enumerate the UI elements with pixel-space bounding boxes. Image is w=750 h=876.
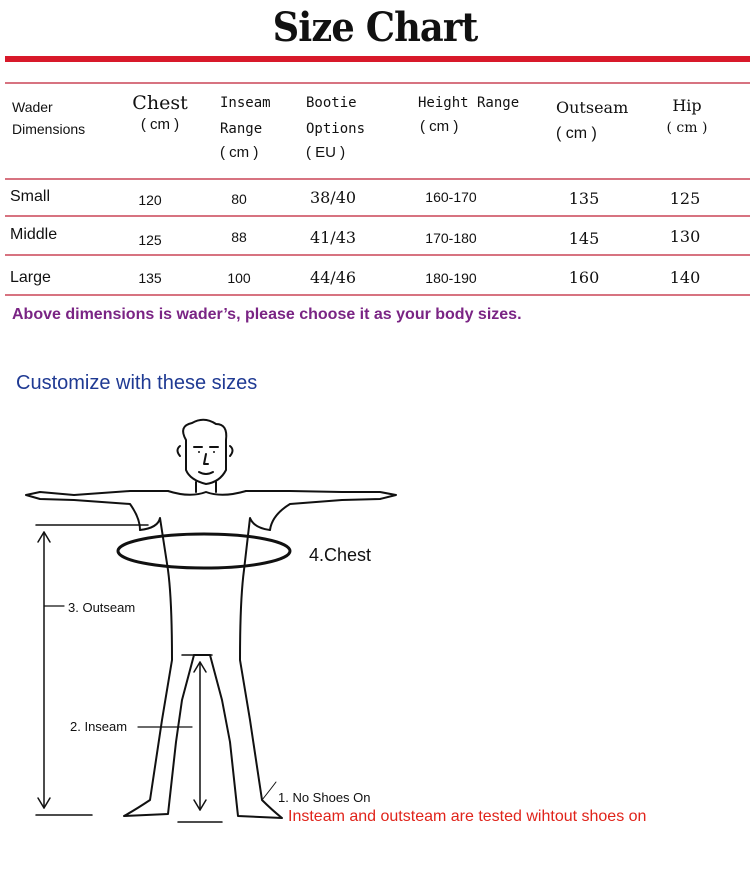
no-shoes-pointer <box>262 782 276 800</box>
label-outseam: 3. Outseam <box>68 600 136 615</box>
header-wader-dimensions: Wader Dimensions <box>12 99 86 137</box>
table-header-border <box>5 178 750 180</box>
cell-outseam: 135 <box>568 189 600 208</box>
dimensions-note: Above dimensions is wader’s, please choose it as your body sizes. <box>12 306 522 323</box>
row-label: Large <box>10 269 51 286</box>
table-bottom-border <box>5 294 750 296</box>
outseam-measure <box>36 525 148 815</box>
cell-bootie: 44/46 <box>309 268 357 287</box>
header-bootie: Bootie Options ( EU ) <box>306 95 366 161</box>
figure-head <box>178 420 233 492</box>
cell-inseam: 88 <box>231 229 247 245</box>
cell-chest: 120 <box>138 192 162 208</box>
figure-arms <box>26 491 396 530</box>
row-label: Small <box>10 188 51 205</box>
cell-hip: 130 <box>669 227 701 246</box>
table-row-border <box>5 215 750 217</box>
title-divider <box>5 56 750 62</box>
cell-outseam: 160 <box>568 268 600 287</box>
cell-hip: 125 <box>669 189 701 208</box>
cell-inseam: 80 <box>231 191 247 207</box>
measurement-diagram <box>0 410 750 850</box>
label-inseam: 2. Inseam <box>70 719 128 734</box>
table-top-border <box>5 82 750 84</box>
cell-chest: 125 <box>138 232 162 248</box>
cell-height: 170-180 <box>425 230 477 246</box>
header-height-range: Height Range ( cm ) <box>418 95 520 135</box>
header-chest: Chest ( cm ) <box>132 92 188 133</box>
cell-outseam: 145 <box>568 229 600 248</box>
cell-inseam: 100 <box>227 270 251 286</box>
customize-heading: Customize with these sizes <box>16 372 258 394</box>
label-no-shoes: 1. No Shoes On <box>278 790 371 805</box>
header-inseam: Inseam Range ( cm ) <box>220 95 271 161</box>
row-label: Middle <box>10 226 58 243</box>
table-row-border <box>5 254 750 256</box>
cell-chest: 135 <box>138 270 162 286</box>
cell-bootie: 38/40 <box>309 188 357 207</box>
cell-height: 180-190 <box>425 270 477 286</box>
header-hip: Hip ( cm ) <box>666 96 708 136</box>
measurement-footnote: Insteam and outsteam are tested wihtout shoes on <box>288 808 647 825</box>
cell-bootie: 41/43 <box>309 228 357 247</box>
chest-measure-ring <box>118 534 290 568</box>
label-chest: 4.Chest <box>309 545 372 565</box>
header-outseam: Outseam ( cm ) <box>556 98 629 142</box>
page-title: Size Chart <box>272 4 478 51</box>
cell-hip: 140 <box>669 268 701 287</box>
cell-height: 160-170 <box>425 189 477 205</box>
